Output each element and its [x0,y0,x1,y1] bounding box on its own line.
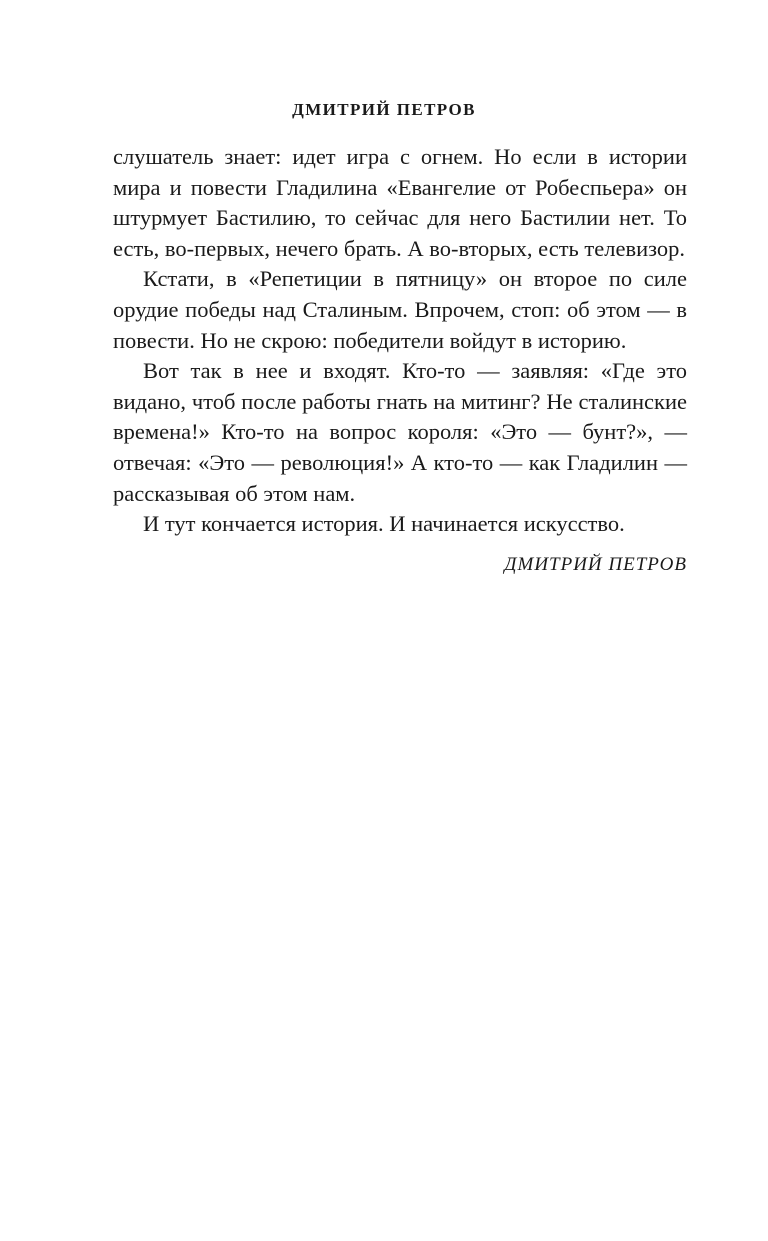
author-signature: ДМИТРИЙ ПЕТРОВ [504,554,687,575]
paragraph: слушатель знает: идет игра с огнем. Но если в истории мира и повести Гладилина «Евангелие от Робеспьера» он штурмует Бастилию, то сейчас для него Бастилии нет. То есть, во-первых, нечего брать. А во-вторых, есть телевизор. [113,144,687,261]
paragraph: Вот так в нее и входят. Кто-то — заявляя: «Где это видано, чтоб после работы гнать на митинг? Не сталинские времена!» Кто-то на вопрос короля: «Это — бунт?», — отвечая: «Это — революция!» А кто-то — как Гладилин — рассказывая об этом нам. [113,358,687,506]
running-header: ДМИТРИЙ ПЕТРОВ [292,100,476,119]
body-text [113,142,687,540]
paragraph: Кстати, в «Репетиции в пятницу» он второе по силе орудие победы над Сталиным. Впрочем, стоп: об этом — в повести. Но не скрою: победители войдут в историю. [113,266,687,353]
paragraph: И тут кончается история. И начинается искусство. [143,511,625,537]
